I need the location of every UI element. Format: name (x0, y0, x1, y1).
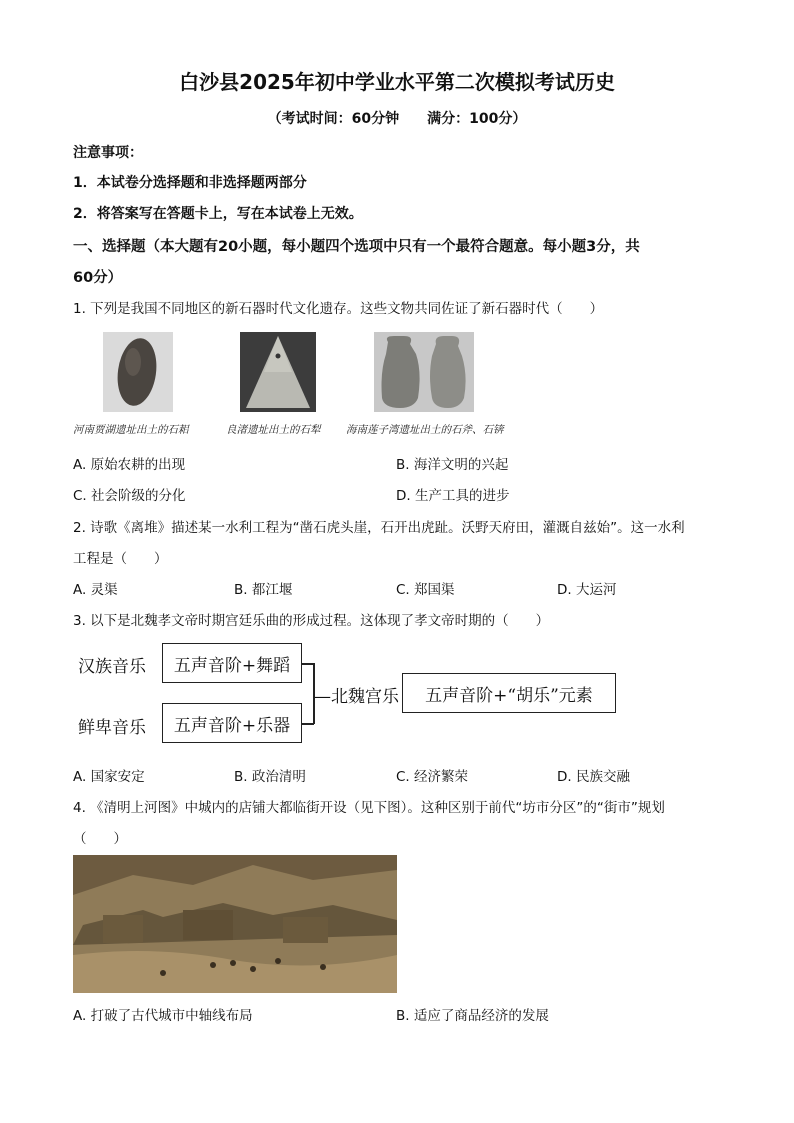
qingming-painting-image (73, 855, 397, 993)
label-beiwei-music: —北魏宫乐 (314, 687, 399, 707)
section-heading-cont: 60分） (73, 270, 123, 286)
label-xianbei-music: 鲜卑音乐 (78, 718, 146, 738)
box-xianbei-music: 五声音阶+乐器 (162, 703, 302, 743)
stone-spade-image (103, 332, 173, 412)
question-4-stem-cont: （ ） (73, 831, 127, 847)
question-4-stem: 4. 《清明上河图》中城内的店铺大都临街开设（见下图）。这种区别于前代“坊市分区”的“街市”规划 (73, 800, 665, 816)
q2-option-c[interactable]: C. 郑国渠 (396, 582, 455, 598)
caption-2: 良渚遗址出土的石犁 (226, 424, 321, 436)
note-item-2: 2．将答案写在答题卡上，写在本试卷上无效。 (73, 206, 363, 222)
q3-option-d[interactable]: D. 民族交融 (557, 769, 630, 785)
question-2-stem: 2. 诗歌《离堆》描述某一水利工程为“凿石虎头崖，石开出虎趾。沃野天府田，灌溉自兹始”。这一水利 (73, 520, 685, 536)
q1-option-a[interactable]: A. 原始农耕的出现 (73, 457, 186, 473)
question-2-stem-cont: 工程是（ ） (73, 551, 168, 567)
caption-3: 海南莲子湾遗址出土的石斧、石锛 (346, 424, 504, 436)
exam-info: （考试时间：60分钟 满分：100分） (267, 111, 527, 127)
question-3-stem: 3. 以下是北魏孝文帝时期宫廷乐曲的形成过程。这体现了孝文帝时期的（ ） (73, 613, 550, 629)
q1-option-b[interactable]: B. 海洋文明的兴起 (396, 457, 509, 473)
q2-option-b[interactable]: B. 都江堰 (234, 582, 293, 598)
question-1-stem: 1. 下列是我国不同地区的新石器时代文化遗存。这些文物共同佐证了新石器时代（ ） (73, 301, 604, 317)
page-title: 白沙县2025年初中学业水平第二次模拟考试历史 (179, 70, 615, 94)
caption-1: 河南贾湖遗址出土的石耜 (73, 424, 189, 436)
q2-option-a[interactable]: A. 灵渠 (73, 582, 118, 598)
box-han-music: 五声音阶+舞蹈 (162, 643, 302, 683)
stone-plough-image (240, 332, 316, 412)
q3-option-b[interactable]: B. 政治清明 (234, 769, 306, 785)
section-heading: 一、选择题（本大题有20小题，每小题四个选项中只有一个最符合题意。每小题3分，共 (73, 239, 640, 255)
label-han-music: 汉族音乐 (78, 657, 146, 677)
q3-option-a[interactable]: A. 国家安定 (73, 769, 145, 785)
q3-option-c[interactable]: C. 经济繁荣 (396, 769, 469, 785)
q4-option-a[interactable]: A. 打破了古代城市中轴线布局 (73, 1008, 253, 1024)
q1-option-c[interactable]: C. 社会阶级的分化 (73, 488, 186, 504)
q4-option-b[interactable]: B. 适应了商品经济的发展 (396, 1008, 549, 1024)
notes-heading: 注意事项： (73, 145, 143, 161)
stone-axe-adze-image (374, 332, 474, 412)
box-result: 五声音阶+“胡乐”元素 (402, 673, 616, 713)
q2-option-d[interactable]: D. 大运河 (557, 582, 617, 598)
note-item-1: 1．本试卷分选择题和非选择题两部分 (73, 175, 307, 191)
q1-option-d[interactable]: D. 生产工具的进步 (396, 488, 510, 504)
